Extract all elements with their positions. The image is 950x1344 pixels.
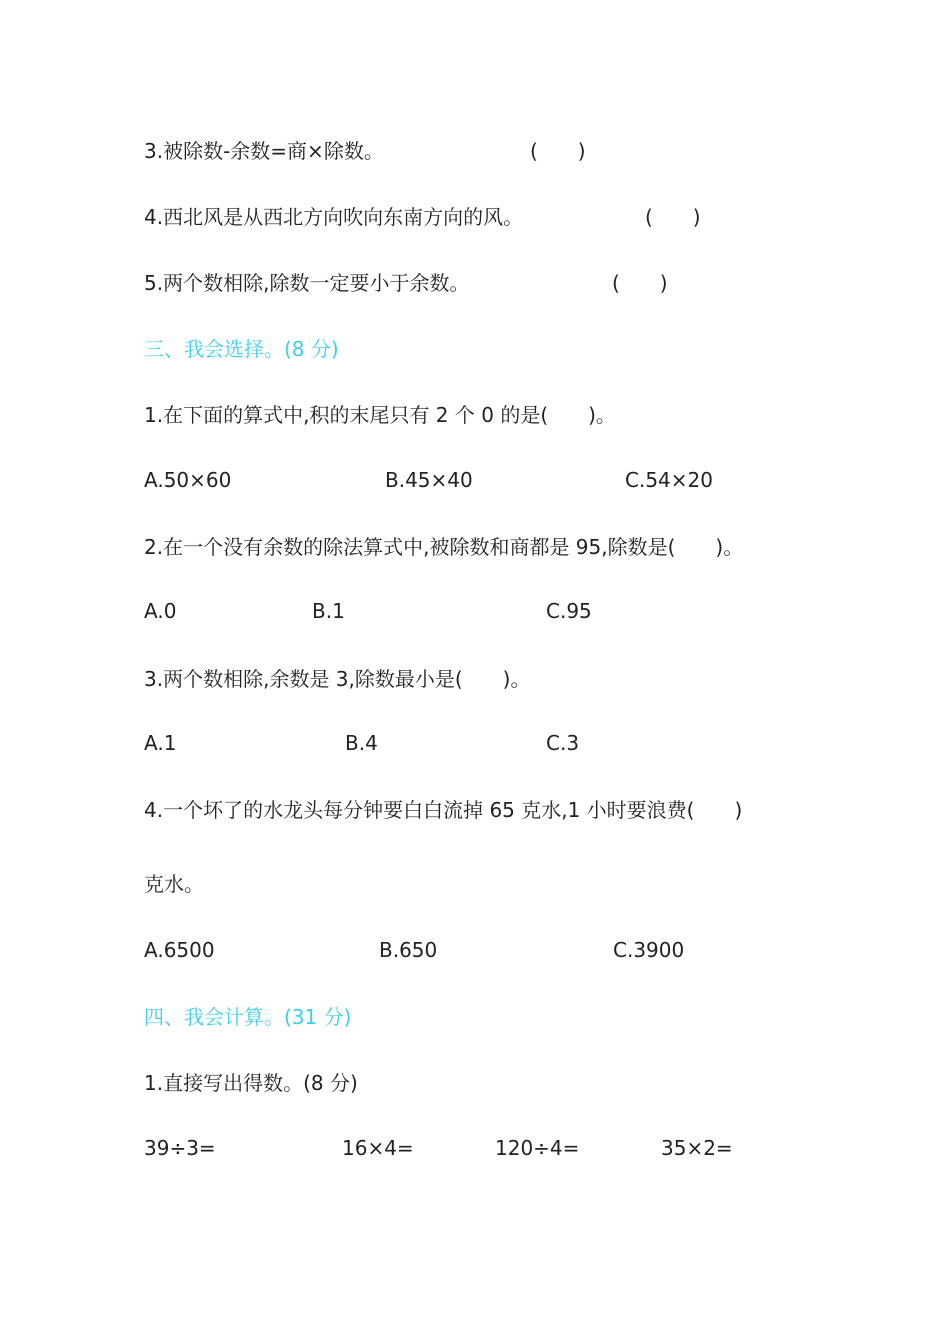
option-c: C.95 xyxy=(546,599,592,623)
option-c: C.54×20 xyxy=(625,468,713,492)
choice-question-4-continued: 克水。 xyxy=(144,872,204,896)
judge-question-5: 5.两个数相除,除数一定要小于余数。 xyxy=(144,271,470,295)
option-c: C.3900 xyxy=(613,938,685,962)
judge-question-4: 4.西北风是从西北方向吹向东南方向的风。 xyxy=(144,205,524,229)
calc-item: 16×4= xyxy=(342,1136,414,1160)
option-b: B.1 xyxy=(312,599,345,623)
answer-bracket: ( ) xyxy=(612,271,668,295)
choice-question-3: 3.两个数相除,余数是 3,除数最小是( )。 xyxy=(144,667,531,691)
calc-item: 120÷4= xyxy=(495,1136,580,1160)
calc-item: 35×2= xyxy=(661,1136,733,1160)
option-a: A.6500 xyxy=(144,938,215,962)
option-b: B.45×40 xyxy=(385,468,473,492)
section-3-heading: 三、我会选择。(8 分) xyxy=(144,337,339,361)
calc-question-1: 1.直接写出得数。(8 分) xyxy=(144,1071,358,1095)
judge-question-3: 3.被除数-余数=商×除数。 xyxy=(144,139,384,163)
section-4-heading: 四、我会计算。(31 分) xyxy=(144,1005,352,1029)
answer-bracket: ( ) xyxy=(530,139,586,163)
choice-question-4: 4.一个坏了的水龙头每分钟要白白流掉 65 克水,1 小时要浪费( ) xyxy=(144,798,743,822)
option-a: A.50×60 xyxy=(144,468,232,492)
choice-question-2: 2.在一个没有余数的除法算式中,被除数和商都是 95,除数是( )。 xyxy=(144,535,744,559)
option-a: A.0 xyxy=(144,599,177,623)
calc-item: 39÷3= xyxy=(144,1136,216,1160)
option-a: A.1 xyxy=(144,731,177,755)
option-b: B.650 xyxy=(379,938,438,962)
option-c: C.3 xyxy=(546,731,580,755)
answer-bracket: ( ) xyxy=(645,205,701,229)
option-b: B.4 xyxy=(345,731,378,755)
choice-question-1: 1.在下面的算式中,积的末尾只有 2 个 0 的是( )。 xyxy=(144,403,616,427)
